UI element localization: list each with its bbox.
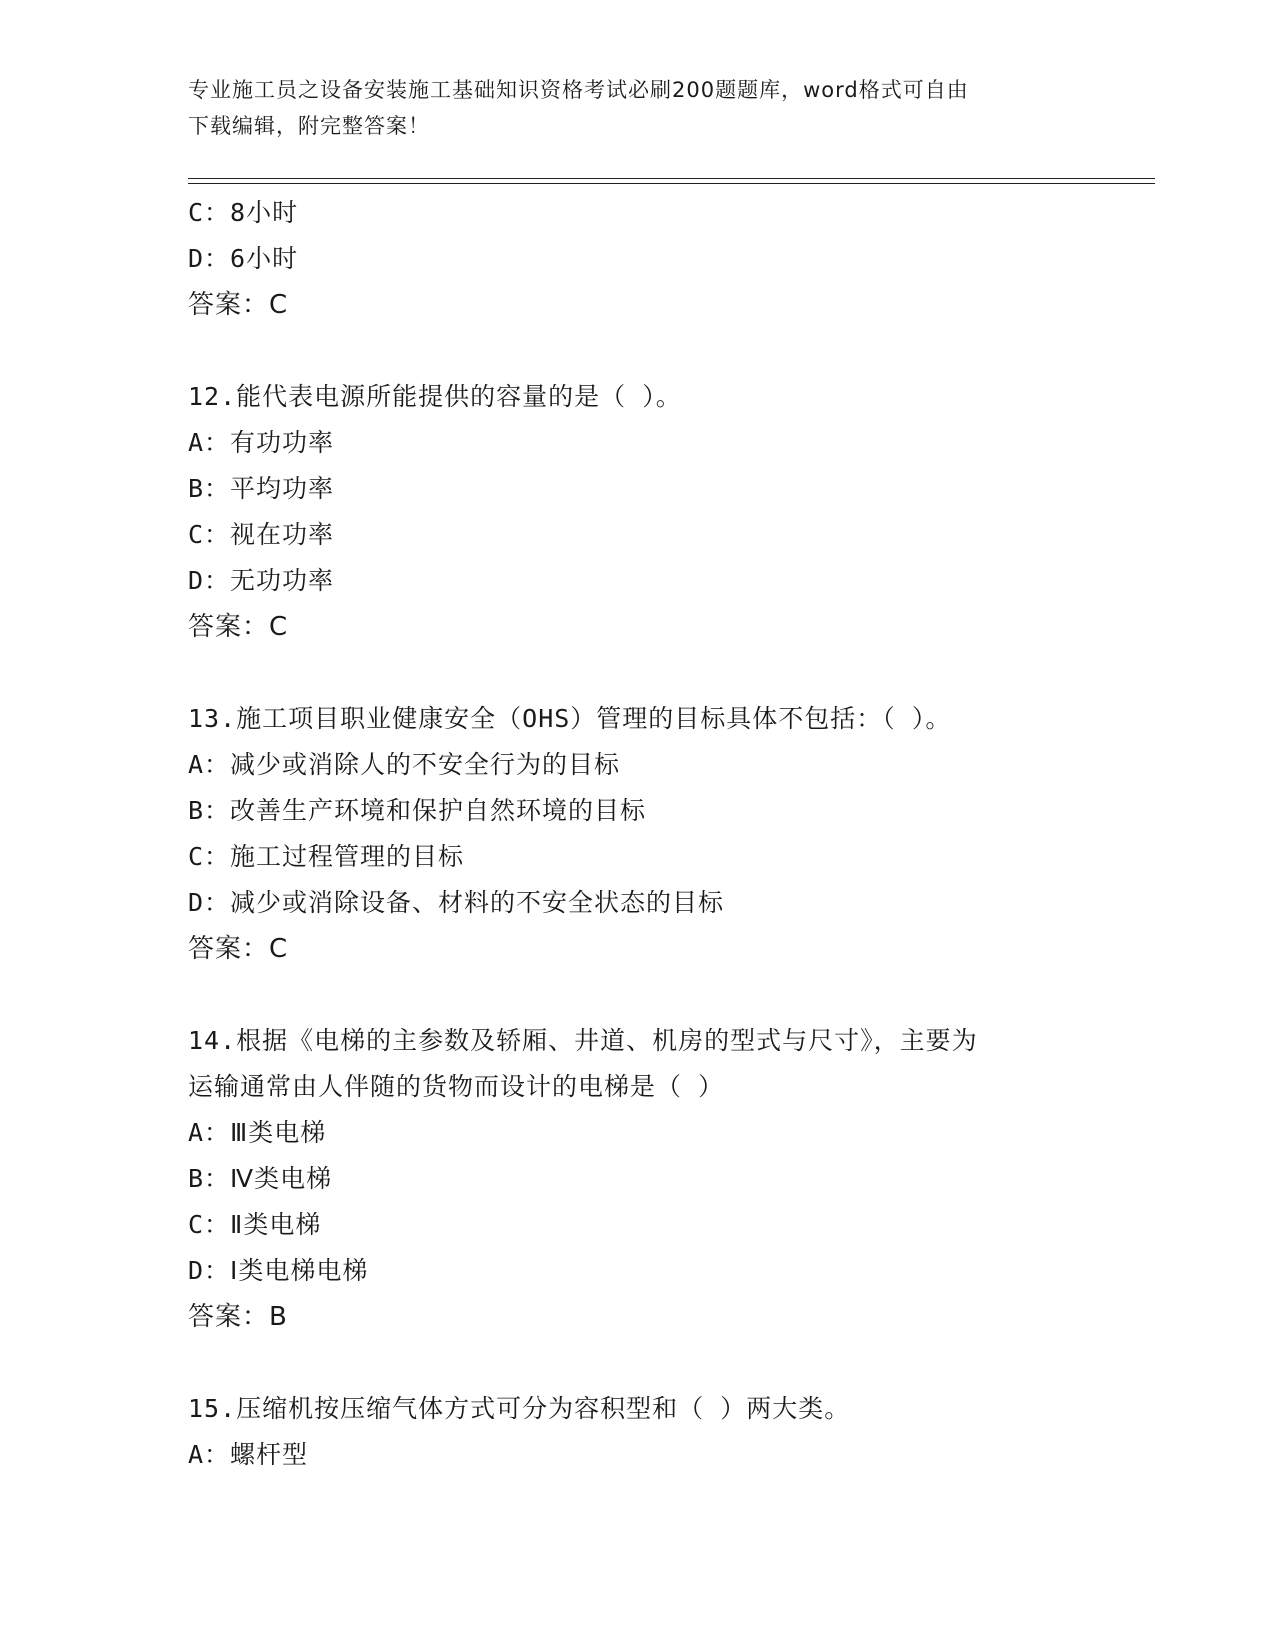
question-list — [188, 190, 1148, 1478]
option-c: C：Ⅱ类电梯 — [188, 1210, 322, 1239]
question-11-tail — [188, 190, 1148, 328]
option-a: A：有功功率 — [188, 428, 335, 457]
question-text: 12.能代表电源所能提供的容量的是（ ）。 — [188, 382, 682, 411]
option-b: B：平均功率 — [188, 474, 335, 503]
option-c: C：施工过程管理的目标 — [188, 842, 465, 871]
header-line-2: 下载编辑，附完整答案！ — [188, 114, 430, 138]
question-15 — [188, 1386, 1148, 1478]
spacer — [188, 328, 1148, 374]
spacer — [188, 972, 1148, 1018]
question-text: 13.施工项目职业健康安全（OHS）管理的目标具体不包括：（ ）。 — [188, 704, 952, 733]
spacer — [188, 1340, 1148, 1386]
question-13 — [188, 696, 1148, 972]
option-b: B：改善生产环境和保护自然环境的目标 — [188, 796, 647, 825]
option-a: A：减少或消除人的不安全行为的目标 — [188, 750, 621, 779]
header-line-1: 专业施工员之设备安装施工基础知识资格考试必刷200题题库，word格式可自由 — [188, 78, 969, 102]
answer-line: 答案：C — [188, 290, 289, 320]
option-d: D：减少或消除设备、材料的不安全状态的目标 — [188, 888, 725, 917]
option-d: D：无功功率 — [188, 566, 335, 595]
answer-line: 答案：C — [188, 612, 289, 642]
option-c: C：8小时 — [188, 198, 299, 227]
answer-line: 答案：B — [188, 1302, 288, 1332]
document-header — [188, 72, 1088, 144]
option-b: B：Ⅳ类电梯 — [188, 1164, 333, 1193]
question-text: 15.压缩机按压缩气体方式可分为容积型和（ ）两大类。 — [188, 1394, 851, 1423]
question-text-line-1: 14.根据《电梯的主参数及轿厢、井道、机房的型式与尺寸》，主要为 — [188, 1026, 978, 1055]
spacer — [188, 650, 1148, 696]
question-12 — [188, 374, 1148, 650]
option-d: D：Ⅰ类电梯电梯 — [188, 1256, 369, 1285]
option-a: A：Ⅲ类电梯 — [188, 1118, 327, 1147]
header-rule-top — [188, 178, 1155, 179]
option-a: A：螺杆型 — [188, 1440, 309, 1469]
answer-line: 答案：C — [188, 934, 289, 964]
question-text-line-2: 运输通常由人伴随的货物而设计的电梯是（ ） — [188, 1072, 725, 1101]
option-d: D：6小时 — [188, 244, 299, 273]
header-rule-bottom — [188, 183, 1155, 184]
option-c: C：视在功率 — [188, 520, 335, 549]
question-14 — [188, 1018, 1148, 1340]
